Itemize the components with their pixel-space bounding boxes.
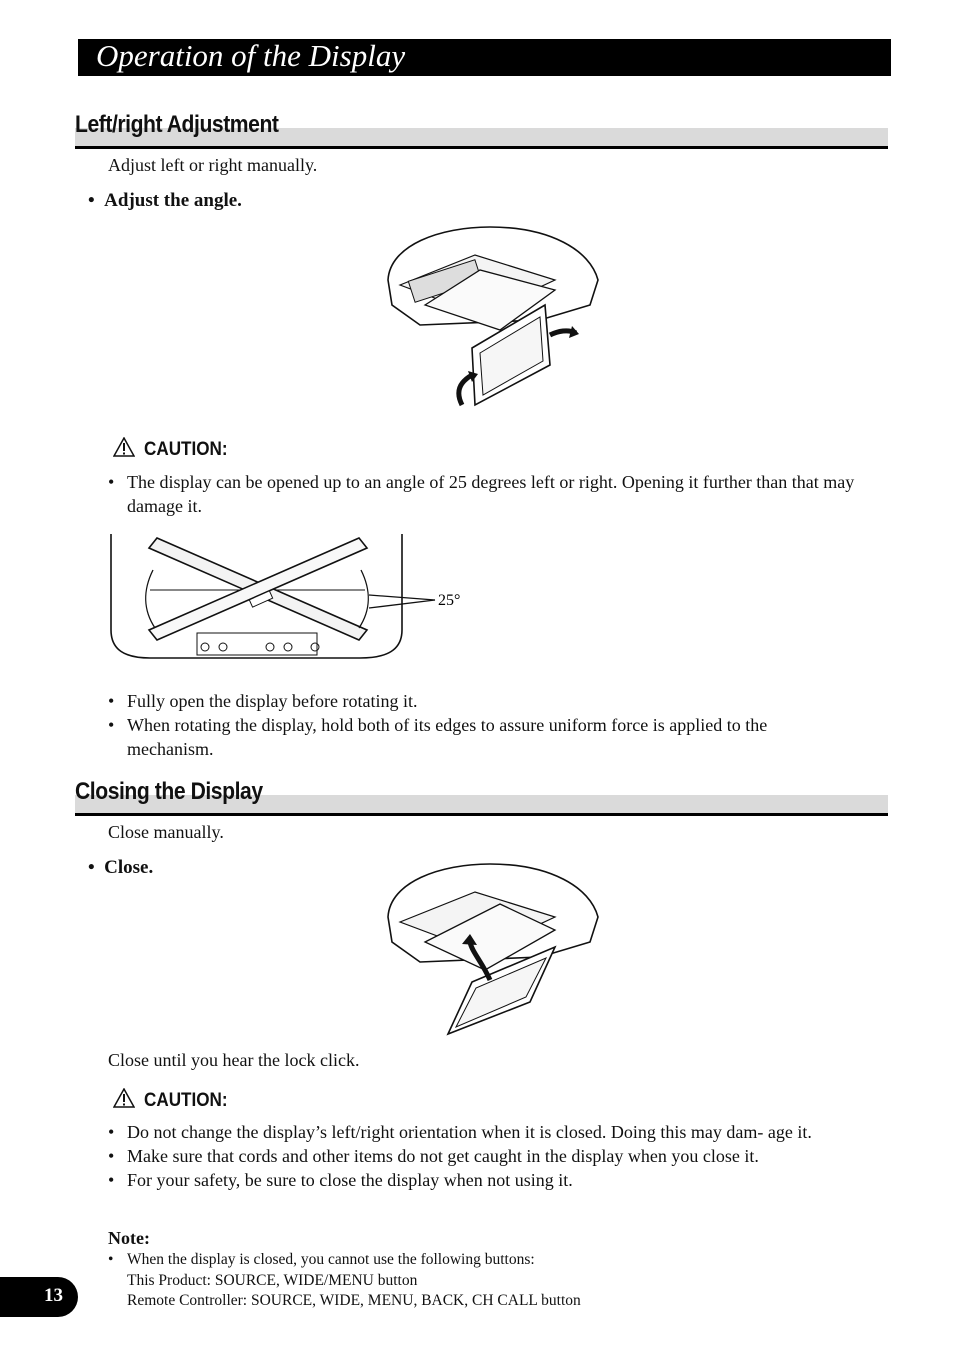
rotation-notes-list: [108, 689, 858, 761]
header-banner: [78, 39, 891, 76]
caution-list: [108, 1120, 858, 1192]
section2-step: • Close.: [88, 857, 154, 878]
section1-intro: Adjust left or right manually.: [108, 155, 318, 175]
warning-icon: [113, 1088, 135, 1108]
caution-item: • The display can be opened up to an angle of 25 degrees left or right. Opening it further than that may damage it.: [108, 470, 858, 518]
caution-list: [108, 470, 858, 518]
section2-after: Close until you hear the lock click.: [108, 1050, 360, 1070]
display-open-illustration: [380, 225, 605, 420]
section2-intro: Close manually.: [108, 822, 224, 842]
rotation-note-item: • Fully open the display before rotating it.: [108, 689, 858, 713]
caution-item: • Make sure that cords and other items do not get caught in the display when you close it.: [108, 1144, 858, 1168]
rotation-angle-diagram: [105, 530, 475, 665]
caution-label: CAUTION:: [144, 439, 228, 460]
caution-label: CAUTION:: [144, 1090, 228, 1111]
page-number-tab: [0, 1277, 78, 1317]
note-line: This Product: SOURCE, WIDE/MENU button: [127, 1271, 418, 1289]
section1-step-text: Adjust the angle.: [104, 190, 242, 211]
note-body: [108, 1250, 868, 1312]
note-title: Note:: [108, 1228, 150, 1248]
page-number: 13: [44, 1285, 63, 1306]
page-title: Operation of the Display: [96, 38, 406, 73]
section2-step-text: Close.: [104, 857, 154, 878]
section1-step: • Adjust the angle.: [88, 190, 242, 211]
caution-item: • For your safety, be sure to close the display when not using it.: [108, 1168, 858, 1192]
display-close-illustration: [380, 862, 605, 1042]
note-line: When the display is closed, you cannot use the following buttons:: [127, 1251, 535, 1268]
warning-icon: [113, 437, 135, 457]
section-title-closing: Closing the Display: [75, 778, 263, 805]
section-title-left-right: Left/right Adjustment: [75, 111, 279, 138]
angle-label: 25°: [438, 592, 461, 609]
note-line: Remote Controller: SOURCE, WIDE, MENU, BACK, CH CALL button: [127, 1292, 581, 1309]
rotation-note-item: • When rotating the display, hold both of its edges to assure uniform force is applied to the mechanism.: [108, 713, 858, 761]
caution-item: • Do not change the display’s left/right orientation when it is closed. Doing this may dam- age it.: [108, 1120, 858, 1144]
note-item: • When the display is closed, you cannot use the following buttons: This Product: SOURCE, WIDE/MENU button Remote Controller: SOURCE, WIDE, MENU, BACK, CH CALL button: [108, 1250, 868, 1312]
